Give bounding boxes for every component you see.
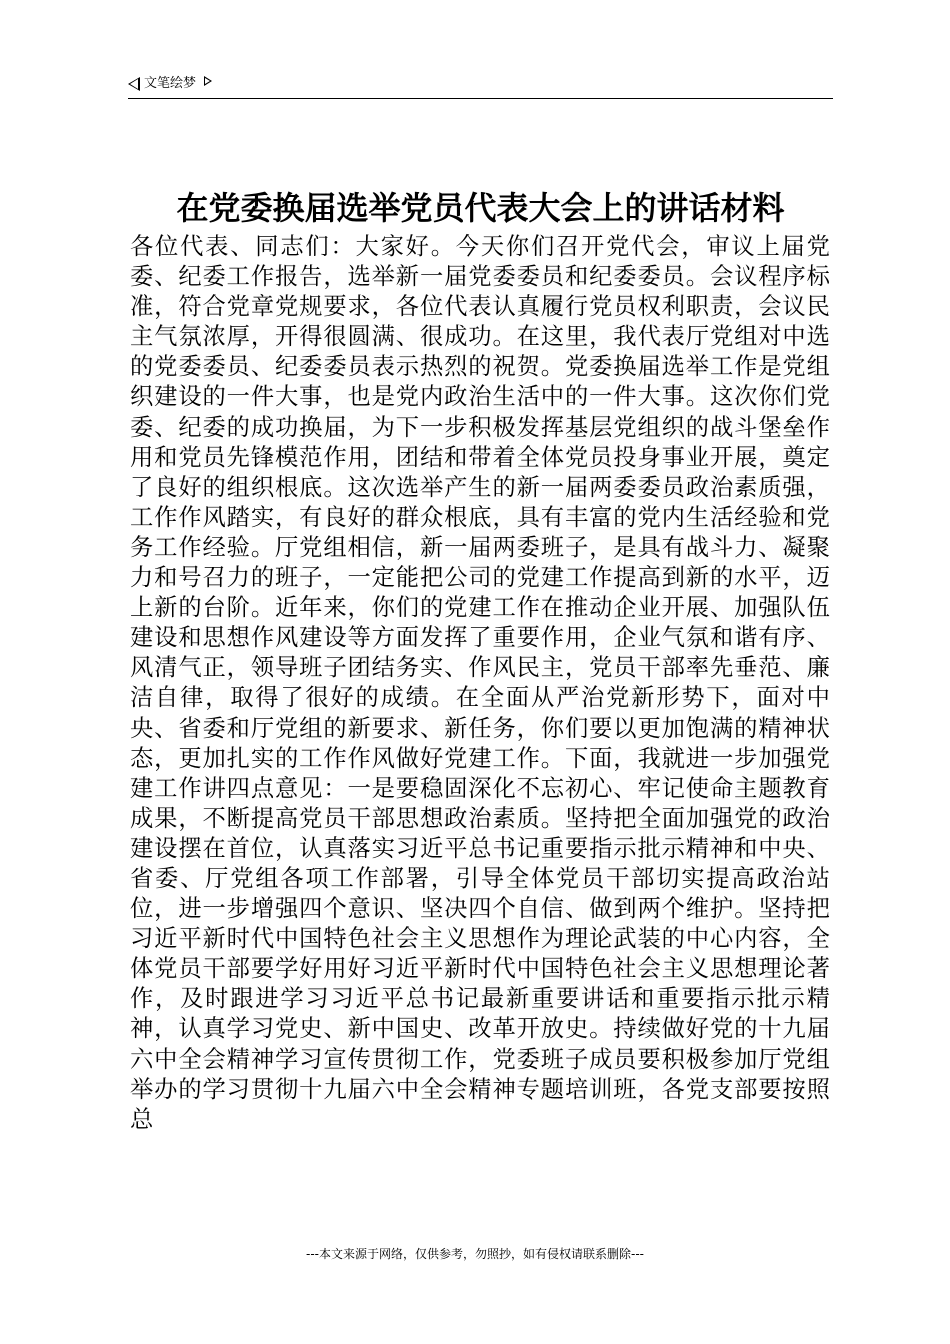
page-header xyxy=(128,74,833,99)
triangle-right-icon xyxy=(204,76,212,86)
page-footer: ---本文来源于网络，仅供参考，勿照抄，如有侵权请联系删除--- xyxy=(306,1247,644,1261)
document-title: 在党委换届选举党员代表大会上的讲话材料 xyxy=(176,189,785,227)
document-body: 各位代表、同志们：大家好。今天你们召开党代会，审议上届党委、纪委工作报告，选举新一届党委委员和纪委委员。会议程序标准，符合党章党规要求，各位代表认真履行党员权利职责，会议民主气氛浓厚，开得很圆满、很成功。在这里，我代表厅党组对中选的党委委员、纪委委员表示热烈的祝贺。党委换届选举工作是党组织建设的一件大事，也是党内政治生活中的一件大事。这次你们党委、纪委的成功换届，为下一步积极发挥基层党组织的战斗堡垒作用和党员先锋模范作用，团结和带着全体党员投身事业开展，奠定了良好的组织根底。这次选举产生的新一届两委委员政治素质强，工作作风踏实，有良好的群众根底，具有丰富的党内生活经验和党务工作经验。厅党组相信，新一届两委班子，是具有战斗力、凝聚力和号召力的班子，一定能把公司的党建工作提高到新的水平，迈上新的台阶。近年来，你们的党建工作在推动企业开展、加强队伍建设和思想作风建设等方面发挥了重要作用，企业气氛和谐有序、风清气正，领导班子团结务实、作风民主，党员干部率先垂范、廉洁自律，取得了很好的成绩。在全面从严治党新形势下，面对中央、省委和厅党组的新要求、新任务，你们要以更加饱满的精神状态，更加扎实的工作作风做好党建工作。下面，我就进一步加强党建工作讲四点意见：一是要稳固深化不忘初心、牢记使命主题教育成果，不断提高党员干部思想政治素质。坚持把全面加强党的政治建设摆在首位，认真落实习近平总书记重要指示批示精神和中央、省委、厅党组各项工作部署，引导全体党员干部切实提高政治站位，进一步增强四个意识、坚决四个自信、做到两个维护。坚持把习近平新时代中国特色社会主义思想作为理论武装的中心内容，全体党员干部要学好用好习近平新时代中国特色社会主义思想理论著作，及时跟进学习习近平总书记最新重要讲话和重要指示批示精神，认真学习党史、新中国史、改革开放史。持续做好党的十九届六中全会精神学习宣传贯彻工作，党委班子成员要积极参加厅党组举办的学习贯彻十九届六中全会精神专题培训班，各党支部要按照总 xyxy=(130,233,830,1133)
header-brand-group xyxy=(128,74,212,94)
header-brand: 文笔绘梦 xyxy=(144,76,197,91)
triangle-left-icon xyxy=(128,77,140,91)
